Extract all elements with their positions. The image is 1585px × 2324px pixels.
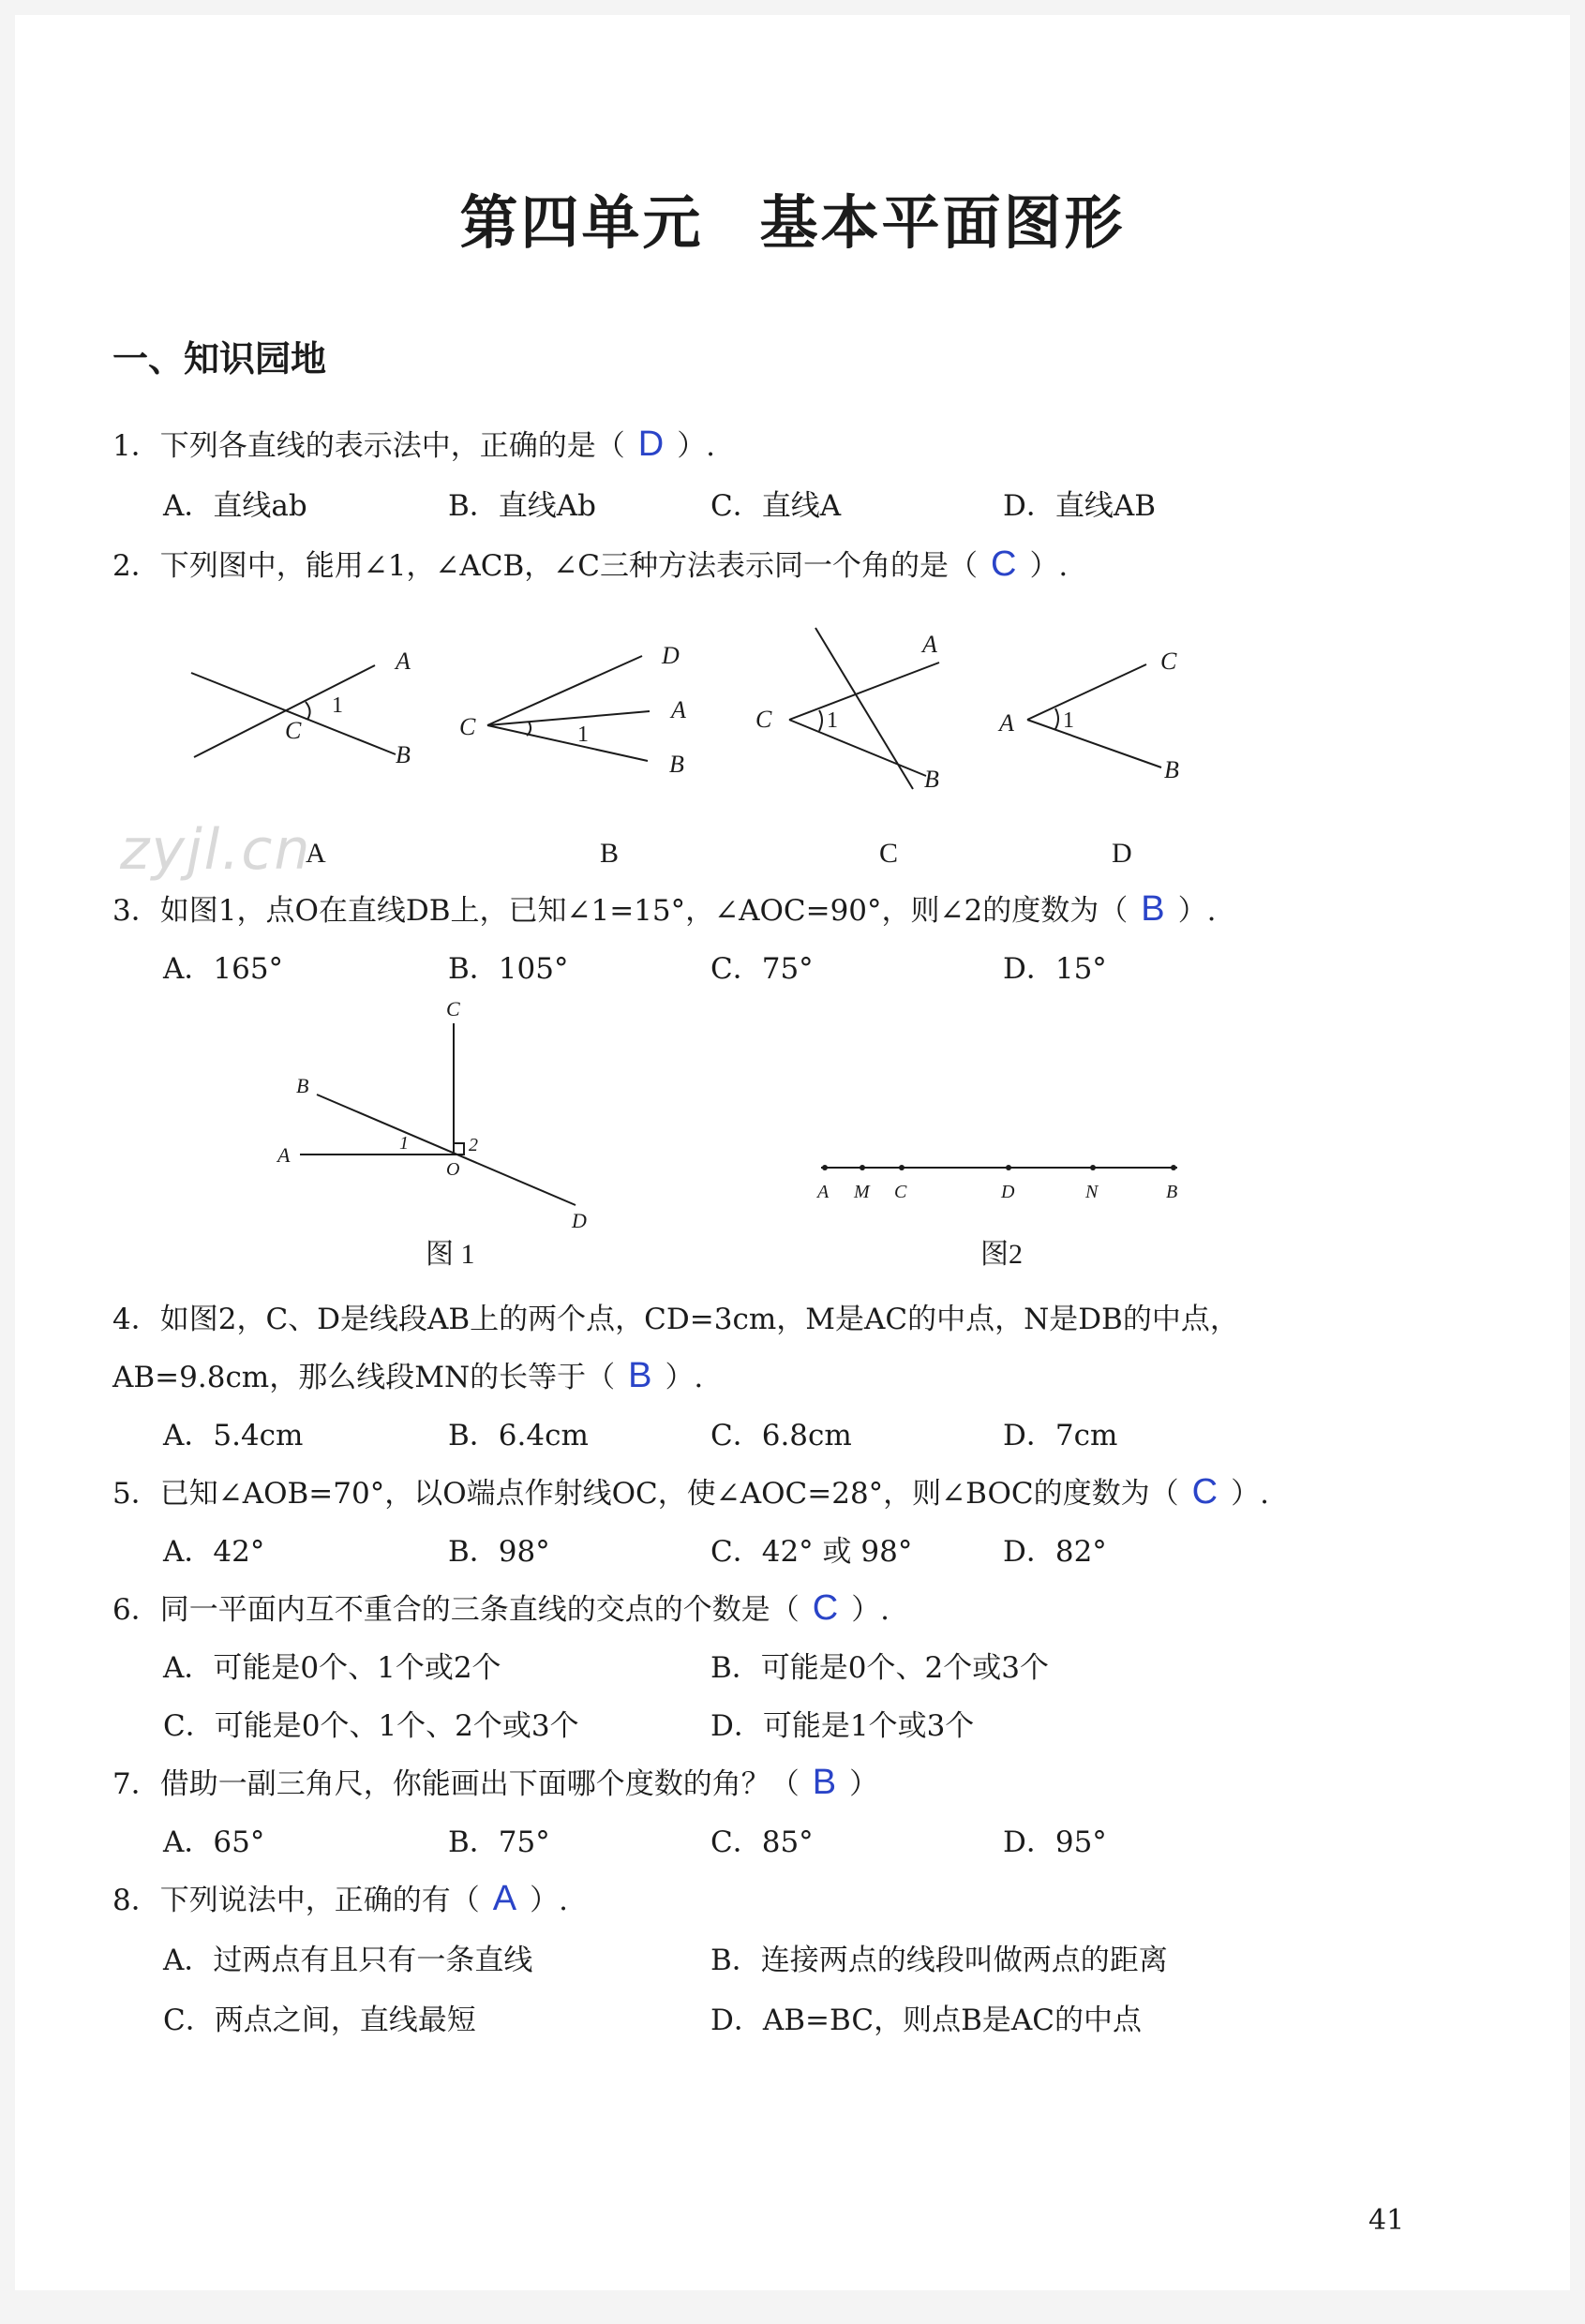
answer-8: A xyxy=(492,1879,517,1918)
q2-figure-b xyxy=(487,656,650,761)
figC-label-1: 1 xyxy=(827,708,838,733)
fig2-point-a xyxy=(822,1165,828,1170)
figD-angle-arc xyxy=(1055,708,1058,729)
figD-label-1: 1 xyxy=(1063,708,1074,733)
answer-4: B xyxy=(628,1356,652,1395)
fig2-point-b xyxy=(1171,1165,1176,1170)
figD-label-b: B xyxy=(1164,756,1179,783)
q7-option-d: D．95° xyxy=(1003,1825,1107,1859)
q1-option-b: B．直线Ab xyxy=(448,489,597,523)
fig1-label-d: D xyxy=(572,1209,587,1232)
q8-option-c: C．两点之间，直线最短 xyxy=(163,2004,476,2037)
figA-label-b: B xyxy=(396,741,411,768)
q2-caption-d: D xyxy=(1112,838,1132,869)
figB-label-b: B xyxy=(669,751,684,778)
q4-option-b: B．6.4cm xyxy=(448,1419,589,1452)
section-heading: 一、知识园地 xyxy=(112,338,327,380)
question-4: 4．如图2，C、D是线段AB上的两个点，CD=3cm，M是AC的中点，N是DB的中点， xyxy=(112,1303,1239,1336)
figB-ray-d xyxy=(487,656,642,725)
figB-label-a: A xyxy=(671,696,686,723)
q8-option-b: B．连接两点的线段叫做两点的距离 xyxy=(710,1944,1168,1977)
figure-1-caption: 图 1 xyxy=(426,1239,475,1270)
figure-1 xyxy=(300,1023,576,1205)
q5-option-d: D．82° xyxy=(1003,1535,1107,1569)
q1-option-c: C．直线A xyxy=(710,489,842,523)
answer-1: D xyxy=(637,425,665,464)
q5-option-b: B．98° xyxy=(448,1535,550,1569)
q2-caption-c: C xyxy=(879,838,899,869)
fig2-label-n: N xyxy=(1085,1182,1099,1202)
q1-option-a: A．直线ab xyxy=(163,489,307,523)
figA-label-1: 1 xyxy=(332,693,343,718)
page-number: 41 xyxy=(1368,2204,1405,2237)
q6-option-a: A．可能是0个、1个或2个 xyxy=(163,1651,501,1685)
figB-ray-a xyxy=(487,711,650,725)
fig2-point-d xyxy=(1006,1165,1011,1170)
figA-angle-arc xyxy=(306,702,310,720)
figC-ray-a xyxy=(789,663,939,720)
figB-label-c: C xyxy=(459,713,476,740)
worksheet-page xyxy=(15,15,1570,2290)
fig2-label-a: A xyxy=(817,1182,830,1202)
figD-ray-b xyxy=(1027,720,1161,767)
answer-2: C xyxy=(990,544,1017,584)
answer-3: B xyxy=(1141,889,1165,929)
figD-ray-c xyxy=(1027,664,1146,720)
q6-option-d: D．可能是1个或3个 xyxy=(710,1709,975,1743)
q4-option-d: D．7cm xyxy=(1003,1419,1118,1452)
fig1-label-a: A xyxy=(277,1143,291,1167)
q2-caption-a: A xyxy=(306,838,326,869)
q7-option-b: B．75° xyxy=(448,1825,550,1859)
q5-option-c: C．42° 或 98° xyxy=(710,1535,913,1569)
q2-figure-c xyxy=(789,628,939,789)
fig2-point-n xyxy=(1090,1165,1096,1170)
q3-option-b: B．105° xyxy=(448,952,569,986)
figB-label-1: 1 xyxy=(577,723,589,747)
watermark: zyjl.cn xyxy=(120,817,312,883)
question-6: 6．同一平面内互不重合的三条直线的交点的个数是（ C ）. xyxy=(112,1588,890,1628)
figA-label-c: C xyxy=(285,717,302,744)
answer-7: B xyxy=(812,1763,837,1802)
q8-option-d: D．AB=BC，则点B是AC的中点 xyxy=(710,2004,1142,2037)
question-4-line-2: AB=9.8cm，那么线段MN的长等于（ B ）. xyxy=(112,1356,704,1395)
answer-5: C xyxy=(1191,1472,1219,1512)
q5-option-a: A．42° xyxy=(163,1535,265,1569)
fig2-label-b: B xyxy=(1166,1182,1178,1202)
q8-option-a: A．过两点有且只有一条直线 xyxy=(163,1944,533,1977)
q4-option-c: C．6.8cm xyxy=(710,1419,852,1452)
question-8: 8．下列说法中，正确的有（ A ）. xyxy=(112,1879,568,1918)
q4-option-a: A．5.4cm xyxy=(163,1419,304,1452)
fig1-label-1: 1 xyxy=(399,1133,409,1154)
figC-label-b: B xyxy=(924,766,939,793)
page-title: 第四单元 基本平面图形 xyxy=(459,188,1126,257)
q2-caption-b: B xyxy=(600,838,620,869)
q7-option-a: A．65° xyxy=(163,1825,265,1859)
q6-option-b: B．可能是0个、2个或3个 xyxy=(710,1651,1049,1685)
q2-figure-d xyxy=(1027,664,1161,767)
q3-option-d: D．15° xyxy=(1003,952,1107,986)
figB-ray-b xyxy=(487,725,648,761)
q3-option-a: A．165° xyxy=(163,952,284,986)
figB-label-d: D xyxy=(662,642,680,669)
figC-label-c: C xyxy=(755,706,772,733)
figD-label-a: A xyxy=(999,709,1014,737)
fig2-label-c: C xyxy=(894,1182,907,1202)
fig1-label-b: B xyxy=(296,1074,309,1097)
figC-label-a: A xyxy=(922,631,937,658)
question-2: 2．下列图中，能用∠1，∠ACB，∠C三种方法表示同一个角的是（ C ）. xyxy=(112,544,1069,584)
q3-option-c: C．75° xyxy=(710,952,814,986)
fig1-line-bd xyxy=(317,1095,576,1205)
question-5: 5．已知∠AOB=70°，以O端点作射线OC，使∠AOC=28°，则∠BOC的度数为（ C ）. xyxy=(112,1472,1269,1512)
question-1: 1．下列各直线的表示法中，正确的是（ D ）. xyxy=(112,425,716,464)
fig2-label-m: M xyxy=(854,1182,870,1202)
figC-ray-b xyxy=(789,720,926,776)
figA-label-a: A xyxy=(396,648,411,675)
figC-angle-arc xyxy=(819,710,822,731)
fig2-point-m xyxy=(860,1165,865,1170)
figure-2-caption: 图2 xyxy=(980,1239,1023,1270)
fig2-point-c xyxy=(899,1165,905,1170)
fig1-label-2: 2 xyxy=(469,1135,478,1155)
fig1-label-c: C xyxy=(446,997,460,1020)
question-7: 7．借助一副三角尺，你能画出下面哪个度数的角？（ B ） xyxy=(112,1763,879,1802)
q1-option-d: D．直线AB xyxy=(1003,489,1157,523)
q7-option-c: C．85° xyxy=(710,1825,814,1859)
question-3: 3．如图1，点O在直线DB上，已知∠1=15°，∠AOC=90°，则∠2的度数为（ B ）. xyxy=(112,889,1217,929)
fig1-label-o: O xyxy=(446,1159,460,1180)
answer-6: C xyxy=(812,1588,839,1628)
q6-option-c: C．可能是0个、1个、2个或3个 xyxy=(163,1709,579,1743)
fig2-label-d: D xyxy=(1001,1182,1015,1202)
figD-label-c: C xyxy=(1160,648,1177,675)
